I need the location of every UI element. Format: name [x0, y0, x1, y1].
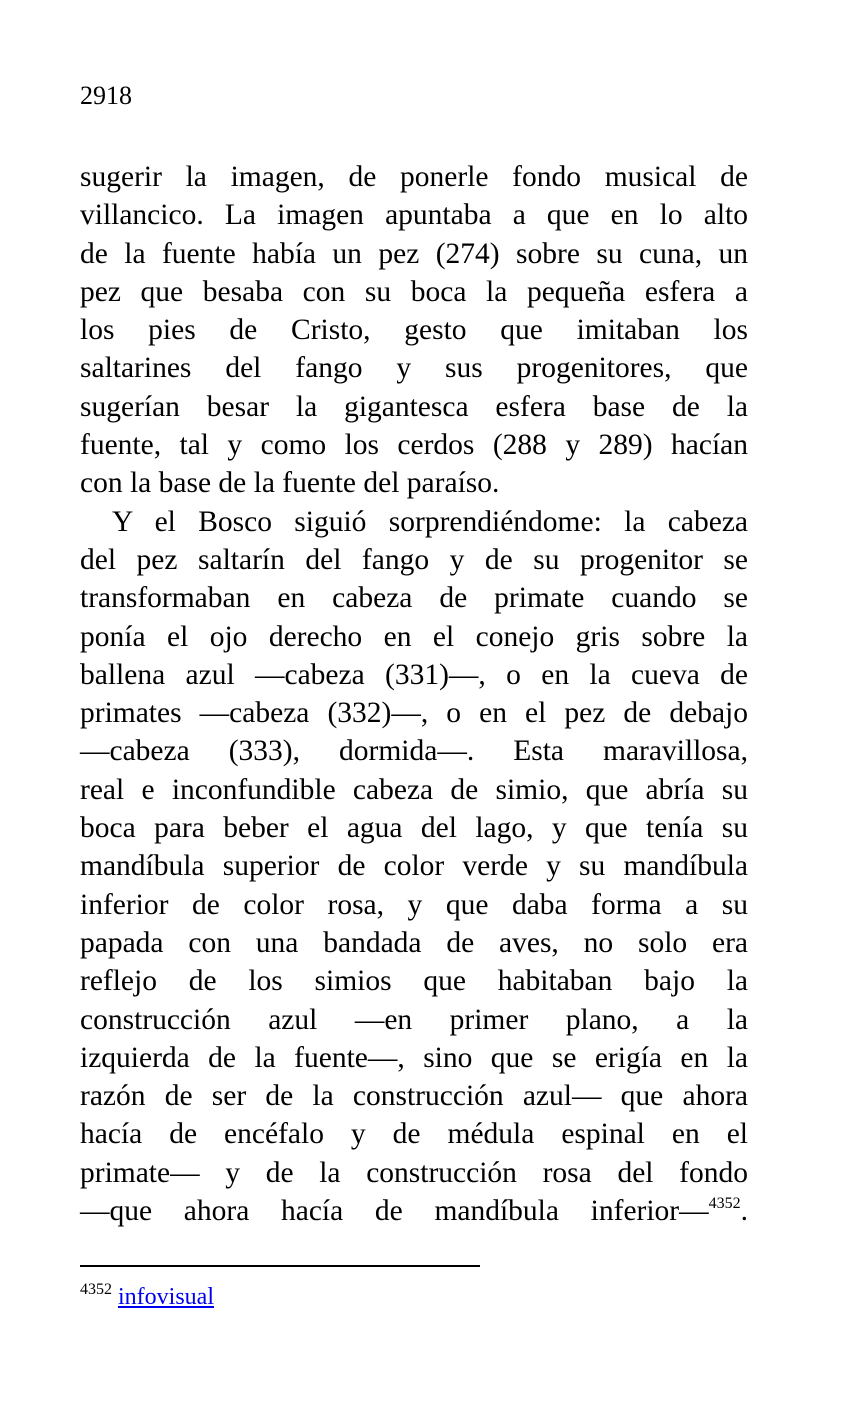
footnote-divider — [80, 1265, 480, 1267]
text-line: transformaban en cabeza de primate cuando se — [80, 582, 748, 615]
footnote-number: 4352 — [80, 1281, 112, 1298]
text-line: con la base de la fuente del paraíso. — [80, 467, 500, 500]
text-line: villancico. La imagen apuntaba a que en lo alto — [80, 199, 748, 232]
text-line: inferior de color rosa, y que daba forma a su — [80, 888, 748, 921]
text-line: pez que besaba con su boca la pequeña esfera a — [80, 275, 748, 308]
paragraph-2 — [80, 503, 748, 1231]
paragraph-1 — [80, 158, 748, 503]
text-line: real e inconfundible cabeza de simio, que abría su — [80, 773, 748, 806]
text-line: ponía el ojo derecho en el conejo gris sobre la — [80, 620, 748, 653]
text-line: construcción azul —en primer plano, a la — [80, 1003, 748, 1036]
final-line-text: —que ahora hacía de mandíbula inferior— — [80, 1195, 709, 1228]
page-number: 2918 — [80, 81, 132, 110]
body-text — [80, 158, 748, 1230]
footnote-reference[interactable]: 4352 — [708, 1195, 741, 1213]
text-line: ballena azul —cabeza (331)—, o en la cueva de — [80, 658, 748, 691]
text-line: saltarines del fango y sus progenitores, que — [80, 352, 748, 385]
text-line: primates —cabeza (332)—, o en el pez de debajo — [80, 697, 748, 730]
text-line: reflejo de los simios que habitaban bajo la — [80, 965, 748, 998]
text-line: razón de ser de la construcción azul— que ahora — [80, 1080, 748, 1113]
footnote-link[interactable]: infovisual — [118, 1284, 214, 1310]
text-line: del pez saltarín del fango y de su progenitor se — [80, 543, 748, 576]
text-line: —cabeza (333), dormida—. Esta maravillosa, — [80, 735, 748, 768]
text-line: papada con una bandada de aves, no solo era — [80, 926, 748, 959]
text-line: izquierda de la fuente—, sino que se erigía en la — [80, 1041, 748, 1074]
text-line: mandíbula superior de color verde y su mandíbula — [80, 850, 748, 883]
text-line: hacía de encéfalo y de médula espinal en el — [80, 1118, 748, 1151]
text-line: de la fuente había un pez (274) sobre su cuna, un — [80, 237, 748, 270]
text-line-final — [80, 1192, 748, 1230]
footnote — [80, 1282, 214, 1312]
text-line: Y el Bosco siguió sorprendiéndome: la cabeza — [112, 505, 748, 538]
text-line: sugerir la imagen, de ponerle fondo musical de — [80, 161, 748, 193]
text-line: sugerían besar la gigantesca esfera base de la — [80, 390, 748, 423]
text-line: los pies de Cristo, gesto que imitaban los — [80, 314, 748, 347]
text-line: boca para beber el agua del lago, y que tenía su — [80, 812, 748, 845]
text-line: primate— y de la construcción rosa del fondo — [80, 1156, 748, 1189]
text-line: fuente, tal y como los cerdos (288 y 289) hacían — [80, 429, 748, 462]
final-punctuation: . — [740, 1195, 748, 1228]
